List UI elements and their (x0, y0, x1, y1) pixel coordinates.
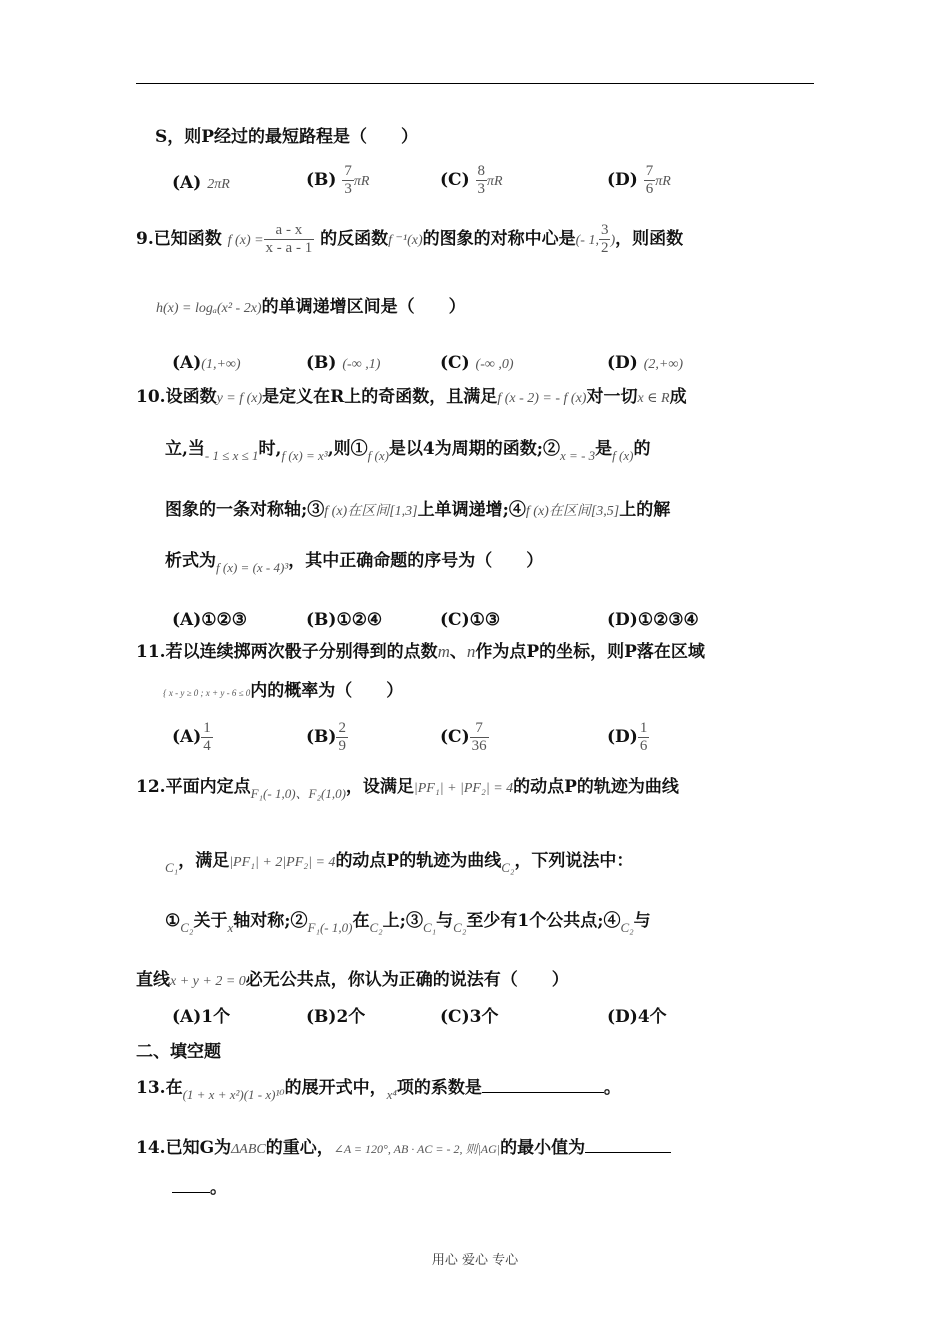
q9-option-c: (C) (-∞ ,0) (440, 353, 514, 373)
q9-option-b: (B) (-∞ ,1) (306, 353, 381, 373)
q8-option-b: (B) $\frac{7}{3}$ πR (306, 163, 370, 197)
header-rule (136, 83, 814, 84)
q14-line-2: 。 (172, 1176, 227, 1199)
q10-line-4: 析式为$_{f (x) = (x - 4)^3}$，其中正确命题的序号为（ ） (165, 551, 544, 575)
q14-answer-blank-part2[interactable] (172, 1176, 210, 1193)
q11-option-d: (D) $\frac{1}{6}$ (607, 720, 648, 754)
q10-line-3: 图象的一条对称轴;③f (x)在区间[1,3]上单调递增;④f (x)在区间[3,5]上的解 (165, 500, 671, 520)
q12-option-c: (C)3个 (440, 1007, 499, 1027)
q11-option-b: (B) $\frac{2}{9}$ (306, 720, 346, 754)
q12-line-2: $_{C_1}$，满足|PF₁| + 2|PF₂| = 4的动点P的轨迹为曲线$_{C_2}$，下列说法中： (165, 851, 634, 875)
q9-line-1: 9.已知函数 f (x) = $\frac{a - x}{x - a - 1}$ 的反函数f ⁻¹(x)的图象的对称中心是(- 1, $\frac{3}{2}$ )，则函数 (136, 222, 684, 256)
section-heading-fill-in: 二、填空题 (136, 1042, 221, 1062)
q10-option-d: (D)①②③④ (607, 610, 699, 630)
q9-line-2: h(x) = logₐ(x² - 2x)的单调递增区间是（ ） (156, 297, 466, 317)
page-footer: 用心 爱心 专心 (431, 1253, 519, 1268)
q8-option-d: (D) $\frac{7}{6}$ πR (607, 163, 671, 197)
q8-option-a: (A) 2πR (172, 173, 230, 193)
q10-line-2: 立,当$_{- 1 \le x \le 1}$时$,_{f (x) = x^3}$,则$①_{f (x)}$是以4为周期的函数$;②_{x = - 3}$是$_{f (x)}$的 (165, 439, 651, 463)
q10-option-b: (B)①②④ (306, 610, 383, 630)
q11-line-1: 11.若以连续掷两次骰子分别得到的点数m、n作为点P的坐标，则P落在区域 (136, 642, 705, 662)
q12-line-3: $①_{C_2}$关于$_x$轴对称$;②_{F_1(- 1,0)}$在$_{C_2}$上$;③_{C_1}$与$_{C_2}$至少有1个公共点$;④_{C_2}$与 (165, 911, 651, 935)
q9-option-a: (A)(1,+∞) (172, 353, 241, 373)
q10-line-1: 10.设函数y = f (x)是定义在R上的奇函数，且满足f (x - 2) = - f (x)对一切x ∈ R成 (136, 387, 687, 407)
q14-answer-blank-part1[interactable] (585, 1136, 671, 1153)
q13: 13.在$_{(1 + x + x^2)(1 - x)^{10}}$的展开式中，$_{x^4}$项的系数是 。 (136, 1078, 621, 1102)
q8-option-c: (C) $\frac{8}{3}$ πR (440, 163, 503, 197)
q11-option-a: (A) $\frac{1}{4}$ (172, 720, 211, 754)
q9-option-d: (D) (2,+∞) (607, 353, 684, 373)
q8-continuation: S，则P经过的最短路程是（ ） (155, 127, 419, 147)
q11-line-2: { x - y ≥ 0 ; x + y - 6 ≤ 0内的概率为（ ） (163, 681, 404, 701)
q12-option-d: (D)4个 (607, 1007, 667, 1027)
q10-option-c: (C)①③ (440, 610, 501, 630)
q12-line-4: 直线x + y + 2 = 0必无公共点，你认为正确的说法有（ ） (136, 970, 569, 990)
q12-option-b: (B)2个 (306, 1007, 366, 1027)
q13-answer-blank[interactable] (482, 1076, 604, 1093)
q10-option-a: (A)①②③ (172, 610, 247, 630)
q12-option-a: (A)1个 (172, 1007, 231, 1027)
q14-line-1: 14.已知G为ΔABC的重心，∠A = 120°, AB · AC = - 2, 则|AG|的最小值为 (136, 1136, 671, 1161)
q11-option-c: (C) $\frac{7}{36}$ (440, 720, 487, 754)
q12-line-1: 12.平面内定点$_{F_1(- 1,0)、F_2(1,0)}$，设满足|PF₁| + |PF₂| = 4的动点P的轨迹为曲线 (136, 777, 679, 801)
